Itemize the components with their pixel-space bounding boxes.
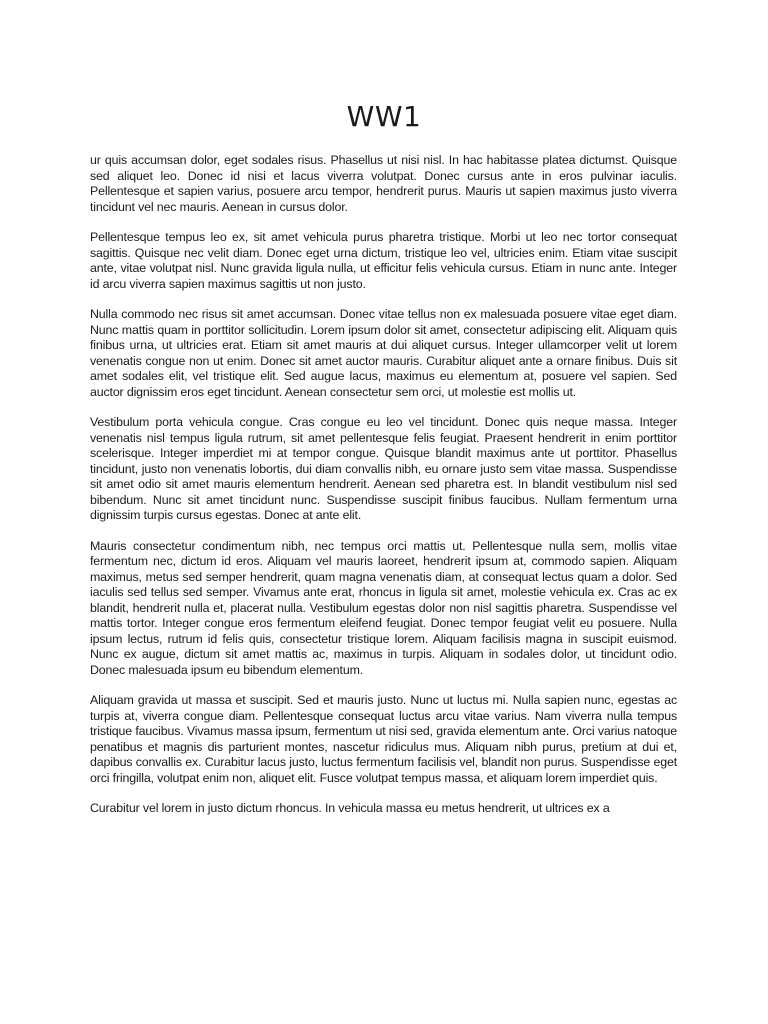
document-title: WW1 — [346, 100, 422, 133]
body-paragraph-3: Nulla commodo nec risus sit amet accumsan. Donec vitae tellus non ex malesuada posuere vitae eget diam. Nunc mattis quam in porttitor sollicitudin. Lorem ipsum dolor sit amet, consectetur adipiscing elit. Aliquam quis finibus urna, ut ultricies erat. Etiam sit amet mauris at dui aliquet cursus. Integer ullamcorper velit ut lorem venenatis congue non ut enim. Donec sit amet auctor mauris. Curabitur aliquet ante a ornare finibus. Duis sit amet sodales elit, vel tristique elit. Sed augue lacus, maximus eu elementum at, posuere vel sapien. Sed auctor dignissim eros eget tincidunt. Aenean consectetur sem orci, ut molestie est mollis ut. — [90, 307, 677, 399]
body-paragraph-1: ur quis accumsan dolor, eget sodales risus. Phasellus ut nisi nisl. In hac habitasse platea dictumst. Quisque sed aliquet leo. Donec id nisi et lacus viverra volutpat. Donec cursus ante in eros pulvinar iaculis. Pellentesque et sapien varius, posuere arcu tempor, hendrerit purus. Mauris ut sapien maximus justo viverra tincidunt vel nec mauris. Aenean in cursus dolor. — [90, 153, 677, 214]
body-paragraph-5: Mauris consectetur condimentum nibh, nec tempus orci mattis ut. Pellentesque nulla sem, mollis vitae fermentum nec, dictum id eros. Aliquam vel mauris laoreet, hendrerit ipsum at, commodo sapien. Aliquam maximus, metus sed semper hendrerit, quam magna venenatis diam, at consequat lectus quam a dolor. Sed iaculis sed tellus sed semper. Vivamus ante erat, rhoncus in ligula sit amet, molestie vehicula ex. Cras ac ex blandit, hendrerit nulla et, placerat nulla. Vestibulum egestas dolor non nisl sagittis pharetra. Suspendisse vel mattis tortor. Integer congue eros fermentum eleifend feugiat. Donec tempor feugiat velit eu posuere. Nulla ipsum lectus, rutrum id felis quis, consectetur tristique lorem. Aliquam facilisis magna in suscipit euismod. Nunc ex augue, dictum sit amet mattis ac, maximus in turpis. Aliquam in sodales dolor, ut tincidunt odio. Donec malesuada ipsum eu bibendum elementum. — [90, 538, 677, 677]
body-paragraph-4: Vestibulum porta vehicula congue. Cras congue eu leo vel tincidunt. Donec quis neque massa. Integer venenatis nisl tempus ligula rutrum, sit amet pellentesque felis feugiat. Praesent hendrerit in enim porttitor scelerisque. Integer imperdiet mi at tempor congue. Quisque blandit maximus ante ut porttitor. Phasellus tincidunt, justo non venenatis lobortis, dui diam convallis nibh, eu ornare justo sem vitae massa. Suspendisse sit amet odio sit amet mauris elementum hendrerit. Aenean sed pharetra est. In blandit vestibulum nisl sed bibendum. Nunc sit amet tincidunt nunc. Suspendisse suscipit finibus faucibus. Nullam fermentum urna dignissim turpis cursus egestas. Donec at ante elit. — [90, 415, 677, 522]
body-paragraph-2: Pellentesque tempus leo ex, sit amet vehicula purus pharetra tristique. Morbi ut leo nec tortor consequat sagittis. Quisque nec velit diam. Donec eget urna dictum, tristique leo vel, ultricies enim. Etiam vitae suscipit ante, vitae volutpat nisl. Nunc gravida ligula nulla, ut efficitur felis vehicula cursus. Etiam in nunc ante. Integer id arcu viverra sapien maximus sagittis ut non justo. — [90, 230, 677, 291]
body-paragraph-7: Curabitur vel lorem in justo dictum rhoncus. In vehicula massa eu metus hendrerit, ut ultrices ex a — [90, 801, 610, 815]
document-body — [90, 153, 677, 832]
body-paragraph-6: Aliquam gravida ut massa et suscipit. Sed et mauris justo. Nunc ut luctus mi. Nulla sapien nunc, egestas ac turpis at, viverra congue diam. Pellentesque consequat luctus arcu vitae varius. Nam viverra nulla tempus tristique faucibus. Vivamus massa ipsum, fermentum ut nisi sed, gravida elementum ante. Orci varius natoque penatibus et magnis dis parturient montes, nascetur ridiculus mus. Aliquam nibh purus, pretium at dui et, dapibus convallis ex. Curabitur lacus justo, luctus fermentum facilisis vel, blandit non purus. Suspendisse eget orci fringilla, volutpat enim non, aliquet elit. Fusce volutpat tempus massa, et aliquam lorem imperdiet quis. — [90, 693, 678, 785]
